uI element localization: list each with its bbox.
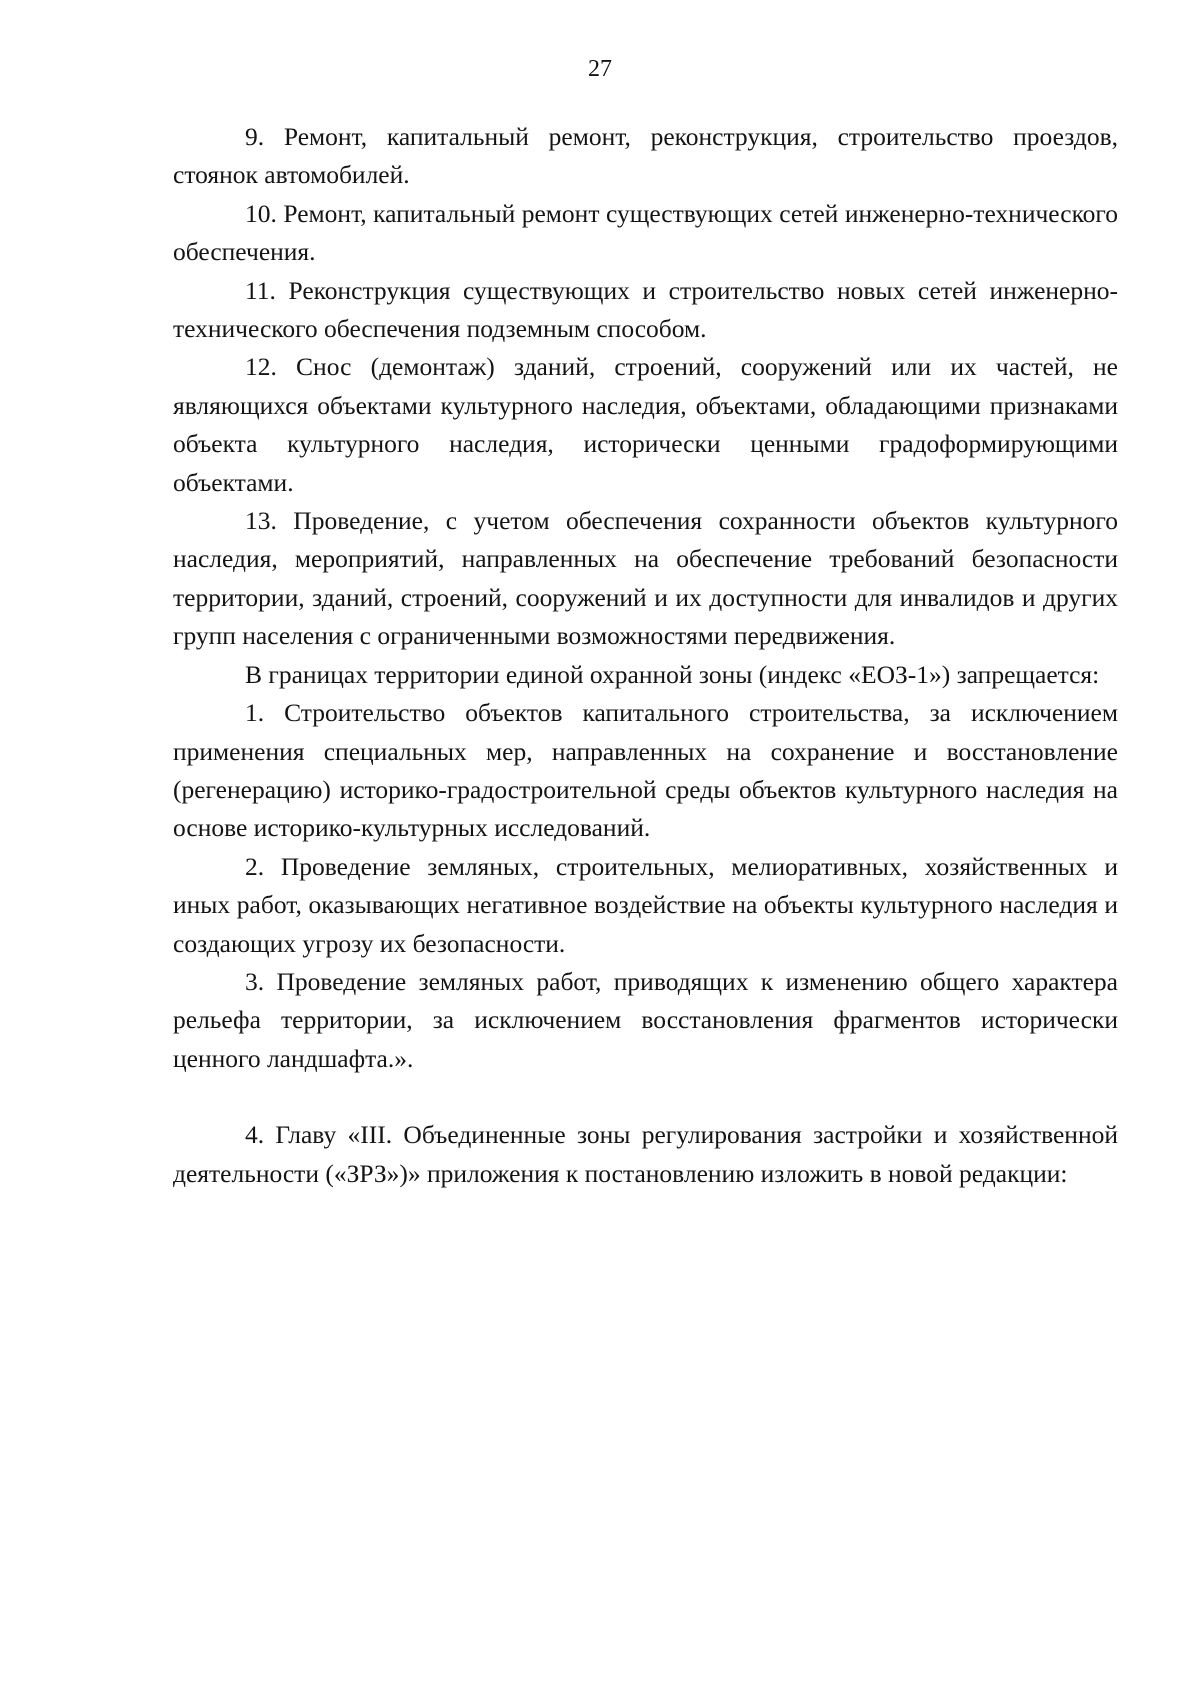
paragraph-item-11: 11. Реконструкция существующих и строительство новых сетей инженерно-технического обеспечения подземным способом. <box>173 275 1118 344</box>
paragraph-prohibition-2: 2. Проведение земляных, строительных, мелиоративных, хозяйственных и иных работ, оказывающих негативное воздействие на объекты культурного наследия и создающих угрозу их безопасности. <box>173 851 1118 958</box>
paragraph-item-9: 9. Ремонт, капитальный ремонт, реконструкция, строительство проездов, стоянок автомобилей. <box>173 122 1118 190</box>
paragraph-prohibition-1: 1. Строительство объектов капитального строительства, за исключением применения специальных мер, направленных на сохранение и восстановление (регенерацию) историко-градостроительной среды объектов культурного наследия на основе историко-культурных исследований. <box>173 698 1118 843</box>
paragraph-prohibition-3: 3. Проведение земляных работ, приводящих к изменению общего характера рельефа территории, за исключением восстановления фрагментов исторически ценного ландшафта.». <box>173 966 1118 1073</box>
paragraph-amendment-4: 4. Главу «III. Объединенные зоны регулирования застройки и хозяйственной деятельности («ЗРЗ»)» приложения к постановлению изложить в новой редакции: <box>173 1120 1118 1188</box>
page-number: 27 <box>588 56 612 82</box>
paragraph-prohibitions-intro: В границах территории единой охранной зоны (индекс «ЕОЗ-1») запрещается: <box>245 659 1100 689</box>
document-body <box>173 118 1118 1193</box>
paragraph-item-10: 10. Ремонт, капитальный ремонт существующих сетей инженерно-технического обеспечения. <box>173 198 1118 267</box>
paragraph-item-12: 12. Снос (демонтаж) зданий, строений, сооружений или их частей, не являющихся объектами культурного наследия, объектами, обладающими признаками объекта культурного наследия, исторически ценными градоформирующими объектами. <box>173 352 1118 497</box>
paragraph-item-13: 13. Проведение, с учетом обеспечения сохранности объектов культурного наследия, мероприятий, направленных на обеспечение требований безопасности территории, зданий, строений, сооружений и их доступности для инвалидов и других групп населения с ограниченными возможностями передвижения. <box>173 506 1118 651</box>
